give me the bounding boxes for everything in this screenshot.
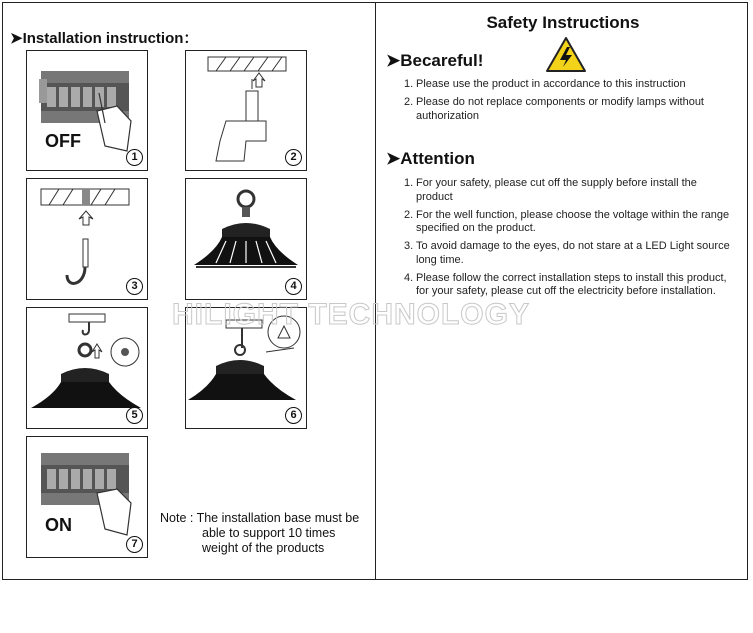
item-text: Please do not replace components or modify lamps without authorization — [416, 96, 704, 122]
step-2-panel — [185, 50, 307, 171]
step-7-number: 7 — [126, 536, 143, 553]
step-1-number: 1 — [126, 149, 143, 166]
step-3-panel — [26, 178, 148, 300]
watermark: HILIGHT TECHNOLOGY — [172, 298, 530, 331]
item-number: 1. — [404, 177, 414, 189]
attention-list — [404, 177, 734, 303]
step-4-panel — [185, 178, 307, 300]
right-arrow-bullet-icon: ➤ — [10, 30, 23, 47]
step-6-number: 6 — [285, 407, 302, 424]
installation-title-text: Installation instruction — [22, 30, 184, 47]
installation-title-suffix: ： — [183, 30, 199, 47]
note-line-3: weight of the products — [202, 541, 325, 555]
step-2-number: 2 — [285, 149, 302, 166]
step-7-panel — [26, 436, 148, 558]
attention-heading-text: Attention — [400, 149, 475, 168]
installation-note — [160, 511, 370, 556]
step-6-panel — [185, 307, 307, 429]
item-number: 2. — [404, 208, 414, 221]
item-text: Please follow the correct installation steps to install this product, for your safety, please cut off the electricity before installation. — [416, 271, 727, 297]
list-item — [404, 96, 734, 123]
becareful-heading-text: Becareful! — [400, 51, 484, 70]
attention-heading — [386, 149, 475, 169]
item-text: Please use the product in accordance to this instruction — [416, 78, 686, 90]
note-line-2: able to support 10 times — [202, 526, 336, 540]
list-item — [404, 240, 734, 267]
item-number: 3. — [404, 240, 414, 252]
high-voltage-warning-icon — [545, 36, 587, 74]
list-item — [404, 177, 734, 204]
list-item — [404, 78, 734, 92]
item-number: 2. — [404, 96, 414, 108]
step-5-panel — [26, 307, 148, 429]
becareful-heading — [386, 51, 483, 71]
step-5-number: 5 — [126, 407, 143, 424]
item-text: For the well function, please choose the voltage within the range specified on the product. — [416, 208, 730, 234]
safety-title: Safety Instructions — [486, 13, 640, 32]
step-4-number: 4 — [285, 278, 302, 295]
off-label: OFF — [45, 131, 81, 151]
list-item — [404, 209, 734, 236]
step-3-number: 3 — [126, 278, 143, 295]
item-number: 1. — [404, 78, 414, 90]
item-text: For your safety, please cut off the supply before install the product — [416, 177, 697, 203]
column-divider — [375, 2, 376, 580]
step-1-panel — [26, 50, 148, 171]
right-arrow-bullet-icon: ➤ — [386, 51, 401, 70]
right-arrow-bullet-icon: ➤ — [386, 149, 401, 168]
note-line-1: Note : The installation base must be — [160, 511, 360, 525]
item-number: 4. — [404, 271, 414, 284]
on-label: ON — [45, 515, 72, 535]
item-text: To avoid damage to the eyes, do not stare at a LED Light source long time. — [416, 240, 730, 266]
becareful-list — [404, 78, 734, 128]
list-item — [404, 272, 734, 299]
installation-title — [10, 27, 198, 48]
